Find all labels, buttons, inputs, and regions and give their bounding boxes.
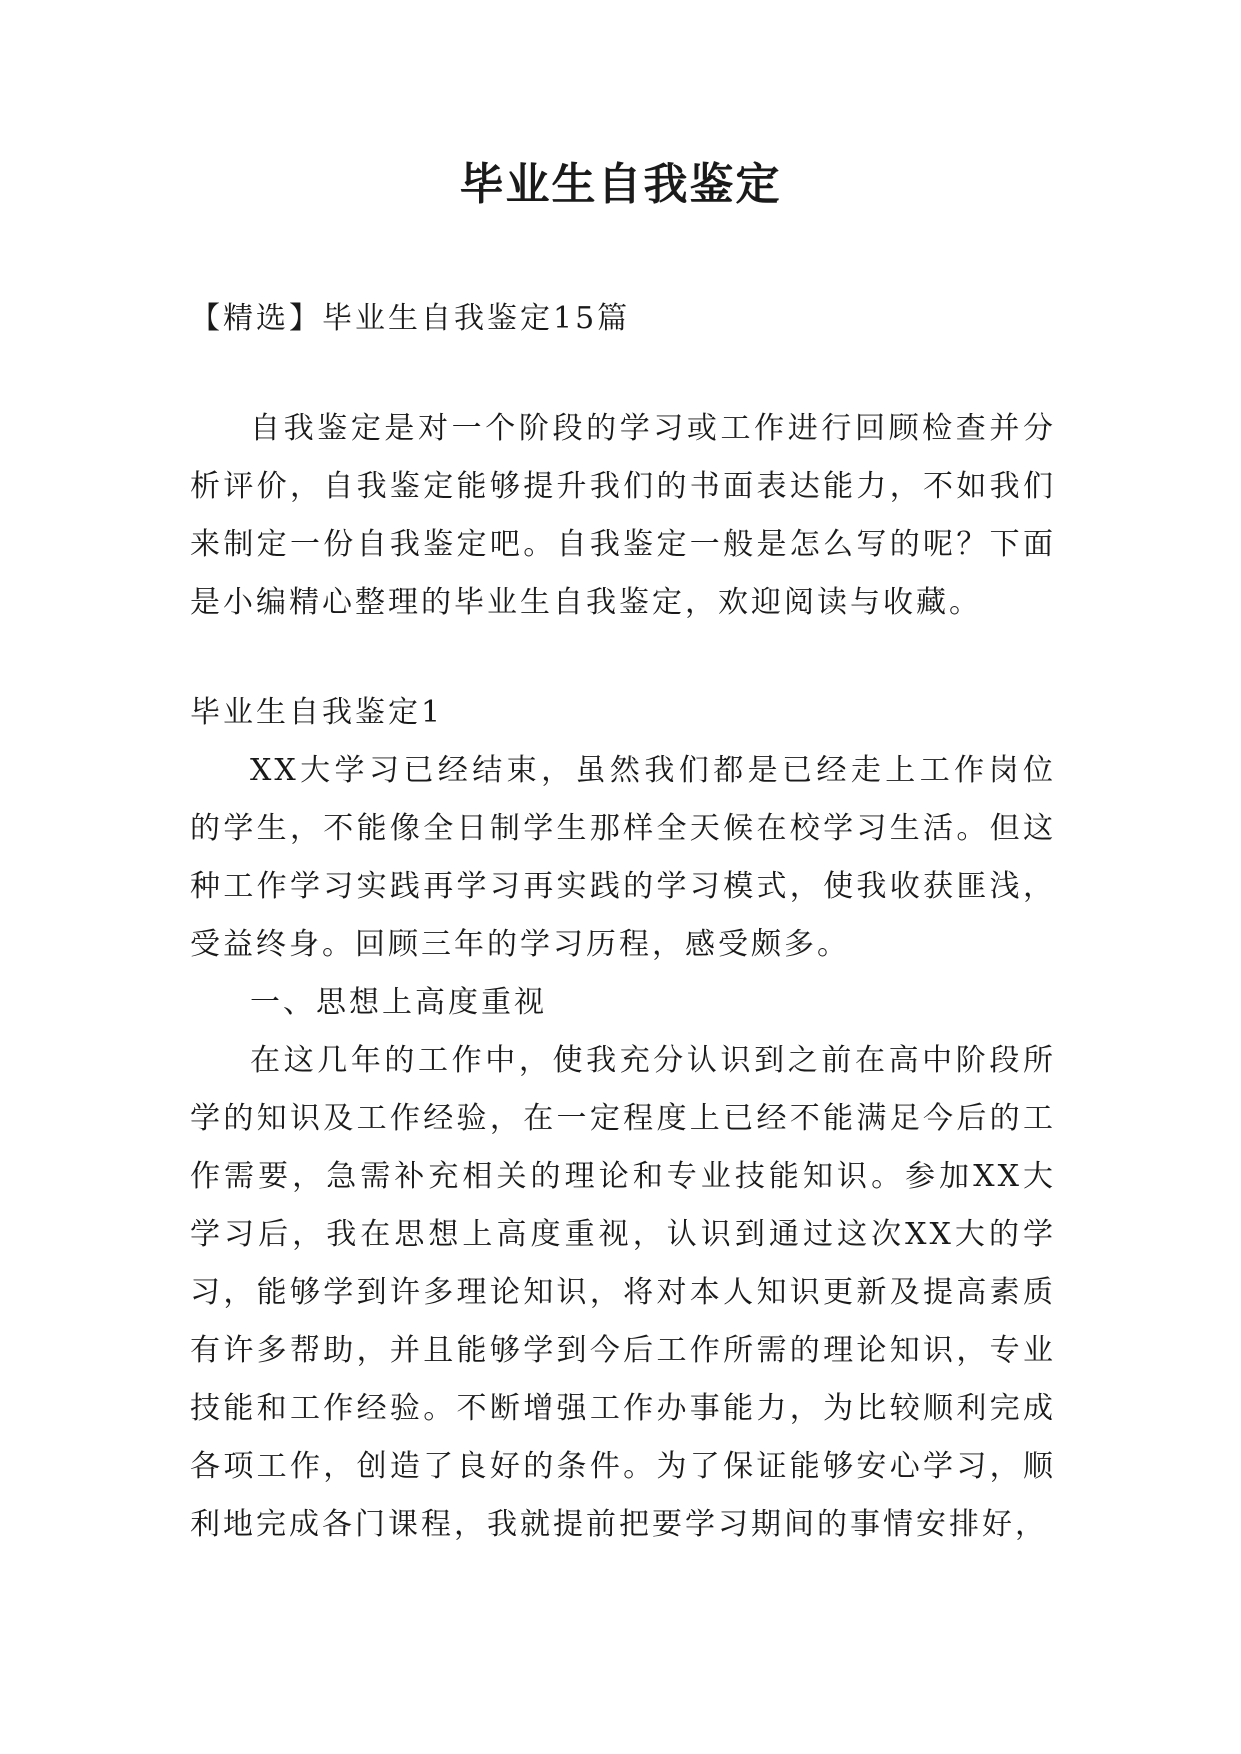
document-title: 毕业生自我鉴定 xyxy=(459,159,782,210)
section-heading: 毕业生自我鉴定1 xyxy=(190,695,444,730)
body-paragraph: XX大学习已经结束，虽然我们都是已经走上工作岗位的学生，不能像全日制学生那样全天候在校学习生活。但这种工作学习实践再学习再实践的学习模式，使我收获匪浅，受益终身。回顾三年的学习历程，感受颇多。 xyxy=(190,753,1056,962)
document-subtitle: 【精选】毕业生自我鉴定15篇 xyxy=(190,301,631,336)
document-body xyxy=(190,290,1056,1554)
subsection-heading: 一、思想上高度重视 xyxy=(250,985,547,1020)
intro-paragraph: 自我鉴定是对一个阶段的学习或工作进行回顾检查并分析评价，自我鉴定能够提升我们的书面表达能力，不如我们来制定一份自我鉴定吧。自我鉴定一般是怎么写的呢？下面是小编精心整理的毕业生自我鉴定，欢迎阅读与收藏。 xyxy=(190,411,1056,620)
body-paragraph: 在这几年的工作中，使我充分认识到之前在高中阶段所学的知识及工作经验，在一定程度上已经不能满足今后的工作需要，急需补充相关的理论和专业技能知识。参加XX大学习后，我在思想上高度重视，认识到通过这次XX大的学习，能够学到许多理论知识，将对本人知识更新及提高素质有许多帮助，并且能够学到今后工作所需的理论知识，专业技能和工作经验。不断增强工作办事能力，为比较顺利完成各项工作，创造了良好的条件。为了保证能够安心学习，顺利地完成各门课程，我就提前把要学习期间的事情安排好， xyxy=(190,1043,1056,1542)
